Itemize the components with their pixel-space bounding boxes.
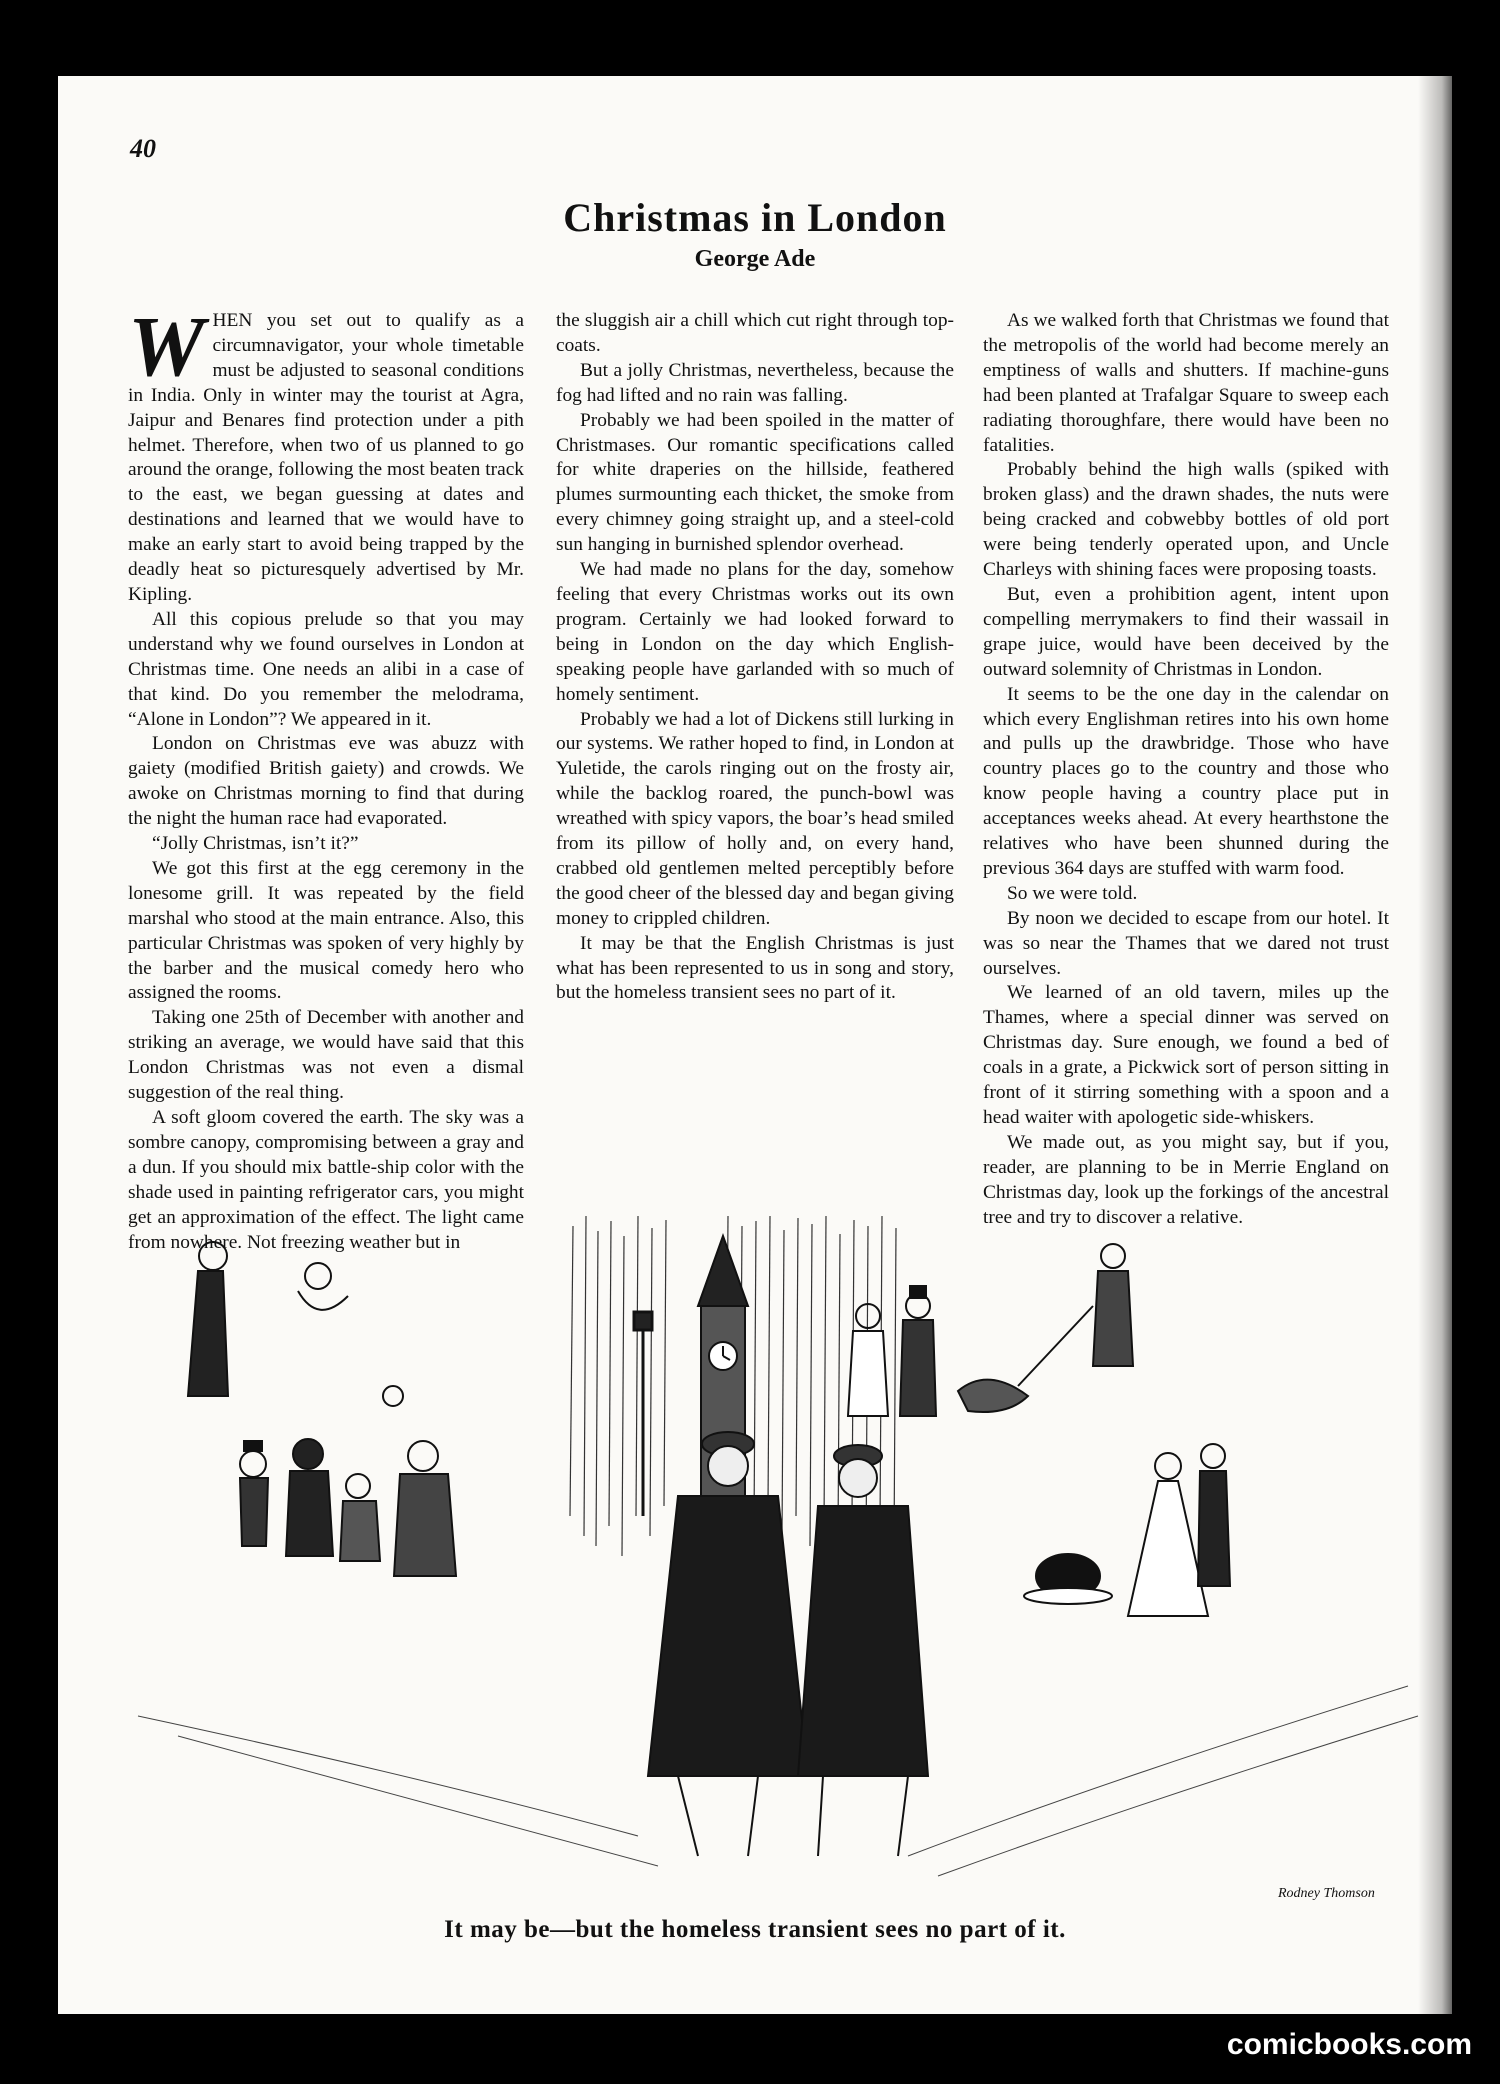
paragraph: Probably we had a lot of Dickens still lurking in our systems. We rather hoped to find, in London at Yuletide, the carols ringing out on the frosty air, while the backlog roared, the punch-bowl was wreathed with spicy vapors, the boar’s head smiled from its pillow of holly and, on every hand, crabbed old gentlemen melted perceptibly before the good cheer of the blessed day and began giving money to crippled children. (556, 708, 954, 929)
illustration (118, 1216, 1428, 1906)
paragraph: It may be that the English Christmas is just what has been represented to us in song and story, but the homeless transient sees no part of it. (556, 932, 954, 1004)
article-title: Christmas in London (563, 195, 947, 240)
paragraph: We learned of an old tavern, miles up the Thames, where a special dinner was served on Christmas day. Sure enough, we found a bed of coals in a grate, a Pickwick sort of person sitting in front of it stirring something with a spoon and a head waiter with apologetic side-whiskers. (983, 982, 1389, 1128)
article-author: George Ade (694, 246, 816, 272)
text-column-1 (128, 298, 524, 1255)
paragraph: All this copious prelude so that you may understand why we found ourselves in London at Christmas time. One needs an alibi in a case of that kind. Do you remember the melodrama, “Alone in London”? We appeared in it. (128, 608, 524, 730)
paragraph: We made out, as you might say, but if you, reader, are planning to be in Merrie England on Christmas day, look up the forkings of the ancestral tree and try to discover a relative. (983, 1131, 1389, 1228)
paragraph: “Jolly Christmas, isn’t it?” (152, 833, 359, 855)
illustration-caption: It may be—but the homeless transient sees no part of it. (444, 1916, 1066, 1943)
paragraph: Probably we had been spoiled in the matter of Christmases. Our romantic specifications called for white draperies on the hillside, feathered plumes surmounting each thicket, the smoke from every chimney going straight up, and a steel-cold sun hanging in burnished splendor overhead. (556, 409, 954, 556)
page-number: 40 (130, 134, 156, 163)
paragraph: But a jolly Christmas, nevertheless, because the fog had lifted and no rain was falling. (556, 359, 954, 406)
paragraph: London on Christmas eve was abuzz with gaiety (modified British gaiety) and crowds. We awoke on Christmas morning to find that during the night the human race had evaporated. (128, 733, 524, 830)
drop-cap: W (128, 298, 205, 394)
text-column-2 (556, 309, 954, 1006)
paragraph: A soft gloom covered the earth. The sky was a sombre canopy, compromising between a gray and a dun. If you should mix battle-ship color with the shade used in painting refrigerator cars, you might get an approximation of the effect. The light came from nowhere. Not freezing weather but in (128, 1107, 524, 1253)
paragraph: Probably behind the high walls (spiked with broken glass) and the drawn shades, the nuts were being cracked and cobwebby bottles of old port were being tenderly operated upon, and Uncle Charleys with shining faces were proposing toasts. (983, 459, 1389, 581)
left-dickens-vignette (188, 1242, 456, 1576)
watermark: comicbooks.com (1226, 2028, 1472, 2061)
paragraph: the sluggish air a chill which cut right through top-coats. (556, 310, 954, 356)
paragraph: We had made no plans for the day, somehow feeling that every Christmas works out its own program. Certainly we had looked forward to being in London on the day which English-speaking people have garlanded with so much of homely sentiment. (556, 559, 954, 705)
paragraph: Taking one 25th of December with another and striking an average, we would have said that this London Christmas was not even a dismal suggestion of the real thing. (128, 1007, 524, 1104)
paragraph: We got this first at the egg ceremony in the lonesome grill. It was repeated by the field marshal who stood at the main entrance. Also, this particular Christmas was spoken of very highly by the barber and the musical comedy hero who assigned the rooms. (128, 857, 524, 1004)
big-ben-tower (698, 1236, 748, 1536)
two-men-figures (648, 1432, 928, 1856)
text-column-3 (983, 309, 1389, 1231)
paragraph: It seems to be the one day in the calendar on which every Englishman retires into his own home and pulls up the drawbridge. Those who have country places go to the country and those who know people having a country place put in acceptances weeks ahead. At every hearthstone the relatives who have been shunned during the previous 364 days are stuffed with warm food. (983, 683, 1389, 879)
paragraph: So we were told. (1007, 882, 1138, 904)
artist-signature: Rodney Thomson (1278, 1886, 1375, 1901)
paragraph: But, even a prohibition agent, intent upon compelling merrymakers to find their wassail in grape juice, would have been deceived by the outward solemnity of Christmas in London. (983, 583, 1389, 680)
paragraph: As we walked forth that Christmas we found that the metropolis of the world had become merely an emptiness of walls and shutters. If machine-guns had been planted at Trafalgar Square to sweep each radiating thoroughfare, there would have been no fatalities. (983, 310, 1389, 456)
paragraph: WHEN you set out to qualify as a circumnavigator, your whole timetable must be adjusted to seasonal conditions in India. Only in winter may the tourist at Agra, Jaipur and Benares find protection under a pith helmet. Therefore, when two of us planned to go around the orange, following the most beaten track to the east, we began guessing at dates and destinations and learned that we would have to make an early start to avoid being trapped by the deadly heat so picturesquely advertised by Mr. Kipling. (128, 298, 524, 605)
paragraph: By noon we decided to escape from our hotel. It was so near the Thames that we dared not trust ourselves. (983, 907, 1389, 979)
magazine-page (58, 76, 1452, 2014)
